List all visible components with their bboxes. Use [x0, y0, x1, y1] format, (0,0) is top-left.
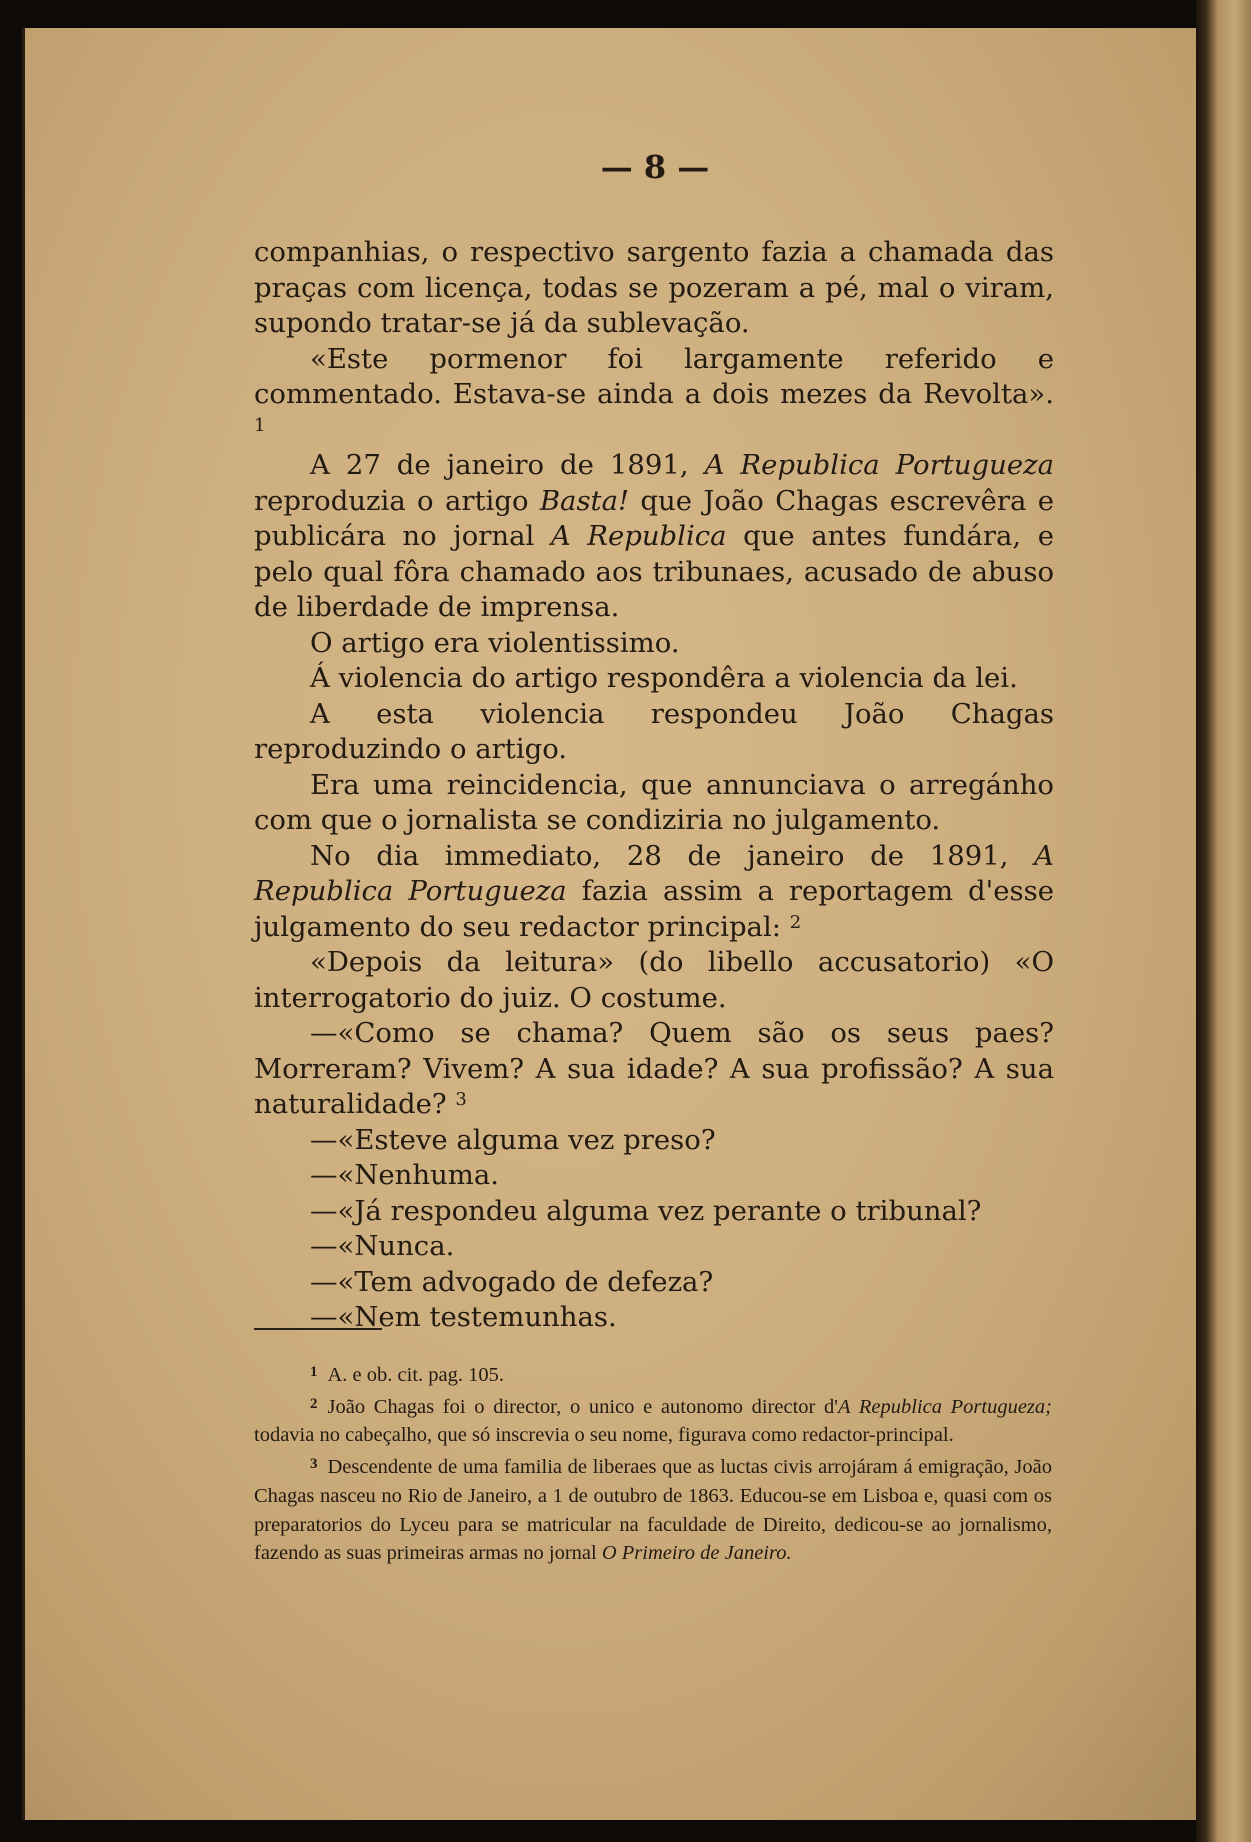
text-run: que antes fundára, e pelo qual fôra chamado aos tribunaes, acusado de abuso de liberdade de imprensa.	[254, 520, 1054, 623]
paragraph	[254, 626, 1054, 662]
paragraph	[254, 235, 1054, 342]
footnote-ref: 1	[254, 414, 266, 436]
paragraph-text: companhias, o respectivo sargento fazia a chamada das praças com licença, todas se pozeram a pé, mal o viram, supondo tratar-se já da sublevação.	[254, 236, 1054, 339]
paragraph-text: A esta violencia respondeu João Chagas reproduzindo o artigo.	[254, 697, 1054, 765]
italic-title: A Republica	[550, 520, 727, 552]
paragraph-text: —«Já respondeu alguma vez perante o tribunal?	[310, 1194, 982, 1227]
footnote	[254, 1358, 1052, 1390]
paragraph	[254, 1265, 1054, 1301]
paragraph-text: —«Nenhuma.	[310, 1159, 500, 1191]
footnote-number: 2	[310, 1395, 318, 1412]
paragraph-text: O artigo era violentissimo.	[310, 626, 680, 659]
paragraph	[254, 1194, 1054, 1230]
paragraph	[254, 839, 1054, 946]
text-run: Descendente de uma familia de liberaes que as luctas civis arrojáram á emigração, João Chagas nasceu no Rio de Janeiro, a 1 de outubro de 1863. Educou-se em Lisboa e, quasi com os preparatorios do Lyceu para se matricular na faculdade de Direito, dedicou-se ao jornalismo, fazendo as suas primeiras armas no jornal	[254, 1456, 1052, 1565]
paragraph-text: —«Esteve alguma vez preso?	[310, 1123, 716, 1156]
paragraph-text: —«Nunca.	[310, 1230, 455, 1262]
paragraph-text: Á violencia do artigo respondêra a violencia da lei.	[310, 662, 1018, 694]
italic-title: Basta!	[539, 484, 630, 517]
text-run: João Chagas foi o director, o unico e autonomo director d'	[327, 1395, 838, 1418]
main-text	[254, 235, 1054, 1336]
italic-title: A Republica Portugueza;	[837, 1395, 1052, 1418]
paragraph-text: «Este pormenor foi largamente referido e commentado. Estava-se ainda a dois mezes da Revolta».	[254, 342, 1054, 410]
paragraph	[254, 1016, 1054, 1123]
text-run: que João Chagas escrevêra e publicára no jornal	[254, 484, 1054, 552]
page-number: — 8 —	[600, 148, 710, 186]
footnote-number: 3	[310, 1456, 318, 1473]
book-spine	[1196, 0, 1251, 1842]
paragraph	[254, 1123, 1054, 1159]
text-run: No dia immediato, 28 de janeiro de 1891,	[310, 839, 1035, 872]
italic-title: A Republica Portugueza	[254, 839, 1054, 907]
paragraph	[254, 1300, 1054, 1336]
italic-title: A Republica Portugueza	[704, 449, 1054, 481]
paragraph-text: Era uma reincidencia, que annunciava o arregánho com que o jornalista se condiziria no julgamento.	[254, 768, 1054, 836]
text-run: A. e ob. cit. pag. 105.	[327, 1364, 504, 1386]
paragraph	[254, 945, 1054, 1016]
text-run: fazia assim a reportagem d'esse julgamento do seu redactor principal:	[254, 875, 1054, 943]
paragraph-text: —«Nem testemunhas.	[310, 1301, 617, 1333]
italic-title: O Primeiro de Janeiro.	[601, 1542, 792, 1565]
footnote-divider	[254, 1328, 382, 1330]
text-run: reproduzia o artigo	[254, 484, 540, 517]
paragraph	[254, 1158, 1054, 1194]
paragraph	[254, 768, 1054, 839]
footnote-number: 1	[310, 1364, 318, 1380]
paragraph	[254, 697, 1054, 768]
paragraph	[254, 342, 1054, 449]
paragraph	[254, 1229, 1054, 1265]
footnote-ref: 3	[455, 1089, 467, 1110]
footnote-ref: 2	[789, 911, 802, 933]
footnote	[254, 1390, 1052, 1450]
paragraph-text: «Depois da leitura» (do libello accusatorio) «O interrogatorio do juiz. O costume.	[254, 946, 1054, 1014]
text-run: A 27 de janeiro de 1891,	[310, 449, 705, 481]
paragraph-text: —«Tem advogado de defeza?	[310, 1265, 714, 1298]
paragraph-text: —«Como se chama? Quem são os seus paes? Morreram? Vivem? A sua idade? A sua profissão? A sua naturalidade?	[254, 1017, 1054, 1120]
footnotes	[254, 1358, 1052, 1568]
paragraph	[254, 661, 1054, 697]
text-run: todavia no cabeçalho, que só inscrevia o seu nome, figurava como redactor-principal.	[254, 1424, 954, 1447]
paragraph	[254, 448, 1054, 626]
footnote	[254, 1450, 1052, 1568]
